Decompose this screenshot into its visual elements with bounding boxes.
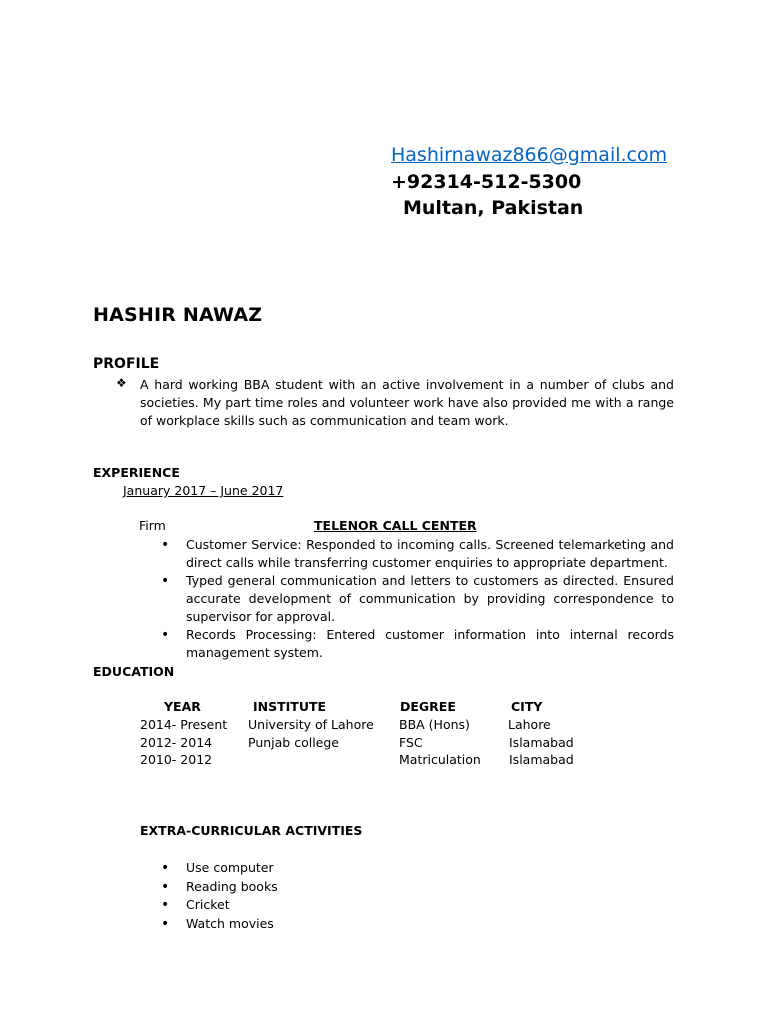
location: Multan, Pakistan bbox=[403, 197, 584, 219]
education-degree: Matriculation bbox=[399, 752, 481, 767]
activity-item: • Watch movies bbox=[160, 915, 278, 934]
column-header-degree: DEGREE bbox=[400, 699, 456, 714]
education-institute: University of Lahore bbox=[248, 717, 374, 732]
education-year: 2012- 2014 bbox=[140, 735, 213, 750]
firm-label: Firm bbox=[139, 518, 166, 533]
education-city: Lahore bbox=[508, 717, 551, 732]
duties-list bbox=[160, 536, 674, 662]
education-heading: EDUCATION bbox=[93, 664, 175, 679]
education-degree: BBA (Hons) bbox=[399, 717, 470, 732]
profile-heading: PROFILE bbox=[93, 356, 160, 372]
education-city: Islamabad bbox=[509, 735, 574, 750]
activities-heading: EXTRA-CURRICULAR ACTIVITIES bbox=[140, 823, 363, 838]
firm-name: TELENOR CALL CENTER bbox=[314, 518, 477, 533]
activity-item: • Cricket bbox=[160, 896, 278, 915]
candidate-name: HASHIR NAWAZ bbox=[93, 304, 263, 326]
education-degree: FSC bbox=[399, 735, 423, 750]
profile-text: A hard working BBA student with an active involvement in a number of clubs and societies. My part time roles and volunteer work have also provided me with a range of workplace skills such as communication and team work. bbox=[140, 377, 674, 428]
activity-item: • Reading books bbox=[160, 878, 278, 897]
activities-list bbox=[160, 859, 278, 933]
duty-item: • Customer Service: Responded to incoming calls. Screened telemarketing and direct calls while transferring customer enquiries to appropriate department. bbox=[160, 536, 674, 572]
activity-item: • Use computer bbox=[160, 859, 278, 878]
phone-number: +92314-512-5300 bbox=[391, 171, 582, 193]
duty-item: • Typed general communication and letters to customers as directed. Ensured accurate development of communication by providing correspondence to supervisor for approval. bbox=[160, 572, 674, 626]
education-institute: Punjab college bbox=[248, 735, 339, 750]
education-city: Islamabad bbox=[509, 752, 574, 767]
experience-dates: January 2017 – June 2017 bbox=[123, 483, 284, 498]
diamond-bullet-icon: ❖ bbox=[116, 376, 127, 390]
column-header-city: CITY bbox=[511, 699, 543, 714]
duty-item: • Records Processing: Entered customer information into internal records management system. bbox=[160, 626, 674, 662]
column-header-year: YEAR bbox=[164, 699, 201, 714]
education-year: 2014- Present bbox=[140, 717, 228, 732]
email-link[interactable]: Hashirnawaz866@gmail.com bbox=[391, 144, 668, 166]
experience-heading: EXPERIENCE bbox=[93, 465, 180, 480]
column-header-institute: INSTITUTE bbox=[253, 699, 327, 714]
education-year: 2010- 2012 bbox=[140, 752, 213, 767]
